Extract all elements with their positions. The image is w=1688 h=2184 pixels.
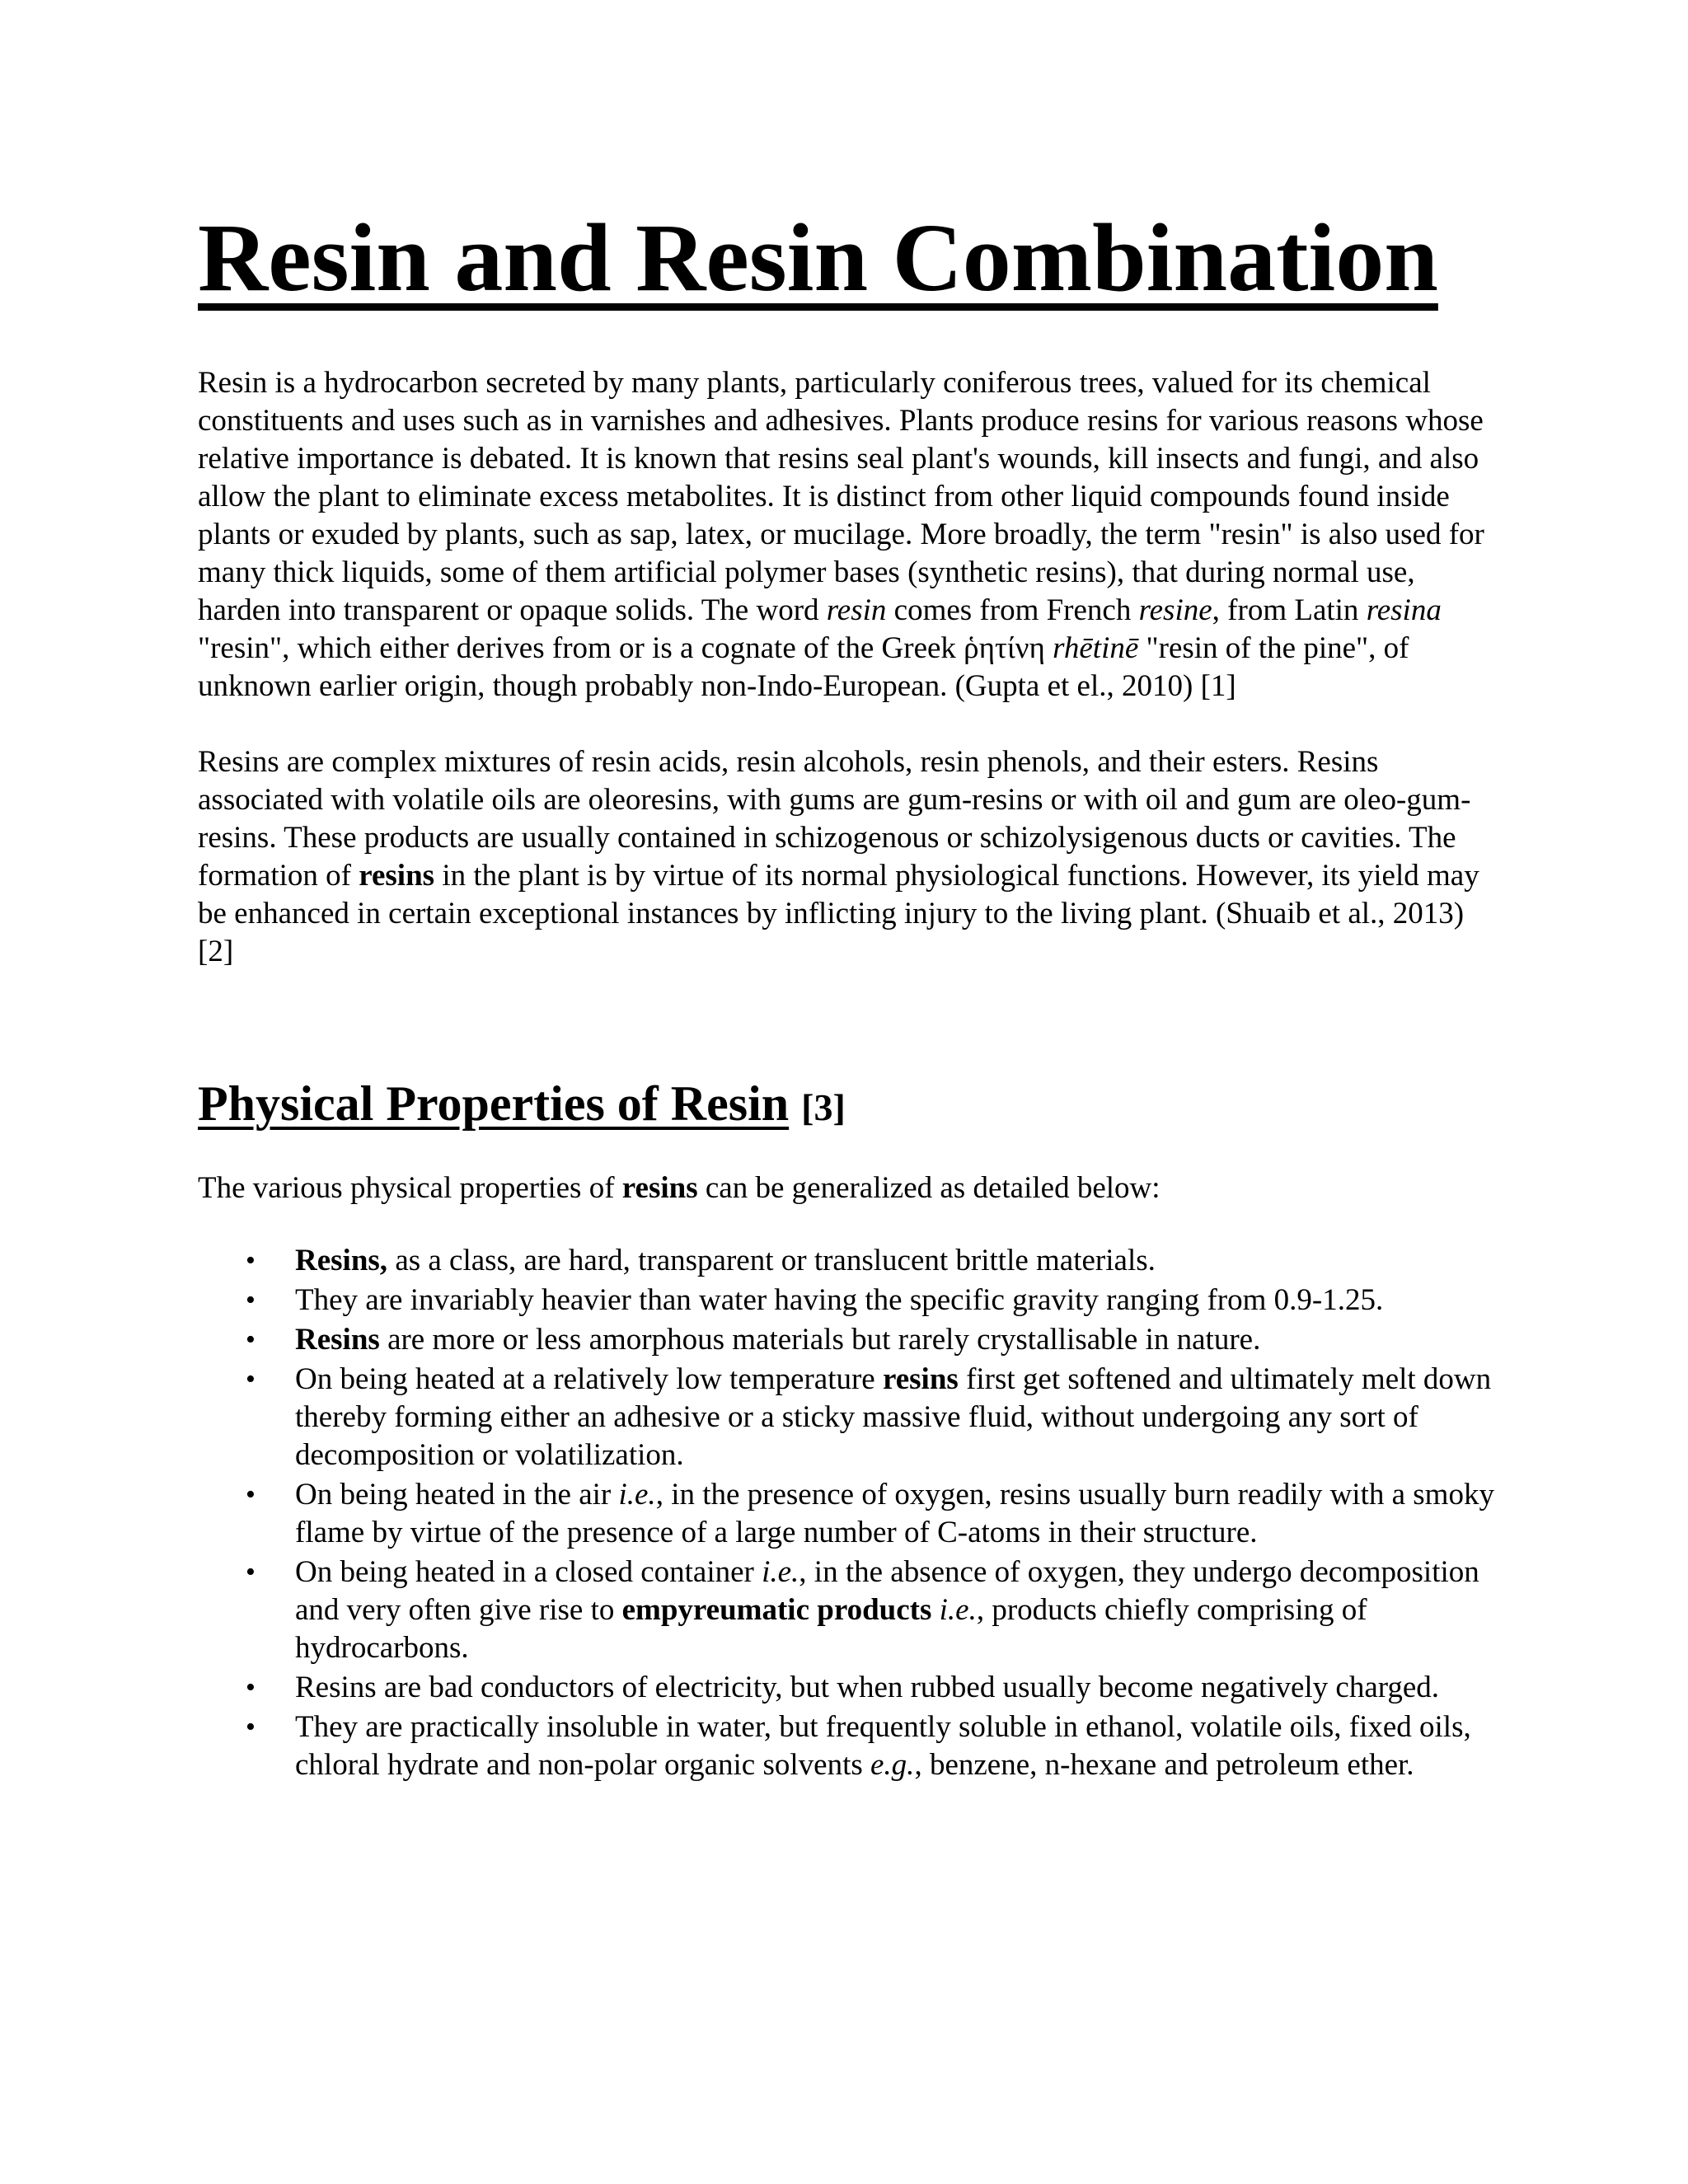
bold-term: resins bbox=[882, 1362, 959, 1396]
list-item bbox=[198, 1321, 1500, 1359]
list-item bbox=[198, 1242, 1500, 1280]
text-run: Resin is a hydrocarbon secreted by many plants, particularly coniferous trees, valued for its chemical constituents and uses such as in varnishes and adhesives. Plants produce resins for various reasons whose relative importance is debated. It is known that resins seal plant's wounds, kill insects and fungi, and also allow the plant to eliminate excess metabolites. It is distinct from other liquid compounds found inside plants or exuded by plants, such as sap, latex, or mucilage. More broadly, the term "resin" is also used for many thick liquids, some of them artificial polymer bases (synthetic resins), that during normal use, harden into transparent or opaque solids. The word bbox=[198, 366, 1484, 627]
bullet-icon: • bbox=[246, 1285, 256, 1315]
section-intro bbox=[198, 1169, 1500, 1207]
composition-paragraph bbox=[198, 743, 1500, 971]
italic-term: i.e. bbox=[762, 1555, 799, 1589]
text-run: , from Latin bbox=[1212, 593, 1367, 627]
intro-paragraph bbox=[198, 364, 1500, 705]
text-run: On being heated at a relatively low temperature bbox=[295, 1362, 883, 1396]
bullet-icon: • bbox=[246, 1324, 256, 1355]
bold-term: empyreumatic products bbox=[621, 1593, 932, 1627]
italic-term: resin bbox=[826, 593, 887, 627]
section-heading bbox=[198, 1075, 1500, 1137]
text-run: comes from French bbox=[886, 593, 1139, 627]
bold-term: Resins bbox=[295, 1323, 380, 1357]
text-run: They are invariably heavier than water having the specific gravity ranging from 0.9-1.25. bbox=[295, 1283, 1384, 1317]
section-reference: [3] bbox=[801, 1086, 846, 1128]
italic-term: resine bbox=[1138, 593, 1212, 627]
text-run: Resins are complex mixtures of resin acids, resin alcohols, resin phenols, and their esters. Resins associated with volatile oils are oleoresins, with gums are gum-resins or with oil and gum are oleo-gum-resins. These products are usually contained in schizogenous or schizolysigenous ducts or cavities. The formation of bbox=[198, 745, 1471, 893]
bullet-icon: • bbox=[246, 1672, 256, 1703]
properties-list bbox=[198, 1242, 1500, 1784]
list-item bbox=[198, 1554, 1500, 1667]
text-run: , in the absence of oxygen, they undergo decomposition and very often give rise to bbox=[295, 1555, 1479, 1627]
text-run: can be generalized as detailed below: bbox=[697, 1171, 1160, 1205]
list-item bbox=[198, 1669, 1500, 1707]
list-item bbox=[198, 1361, 1500, 1474]
list-item bbox=[198, 1282, 1500, 1319]
italic-term: i.e. bbox=[618, 1478, 656, 1511]
list-item bbox=[198, 1708, 1500, 1784]
page-content bbox=[198, 204, 1500, 1786]
bullet-icon: • bbox=[246, 1364, 256, 1394]
text-run: in the plant is by virtue of its normal physiological functions. However, its yield may be enhanced in certain exceptional instances by inflicting injury to the living plant. (Shuaib et al., 2013) [2] bbox=[198, 859, 1479, 968]
text-run: The various physical properties of bbox=[198, 1171, 622, 1205]
text-run: Resins are bad conductors of electricity, but when rubbed usually become negatively charged. bbox=[295, 1671, 1440, 1704]
bullet-icon: • bbox=[246, 1245, 256, 1276]
page-title: Resin and Resin Combination bbox=[198, 204, 1438, 312]
list-item bbox=[198, 1476, 1500, 1552]
text-run bbox=[931, 1593, 939, 1627]
text-run: On being heated in the air bbox=[295, 1478, 619, 1511]
text-run: , in the presence of oxygen, resins usually burn readily with a smoky flame by virtue of the presence of a large number of C-atoms in their structure. bbox=[295, 1478, 1494, 1549]
bullet-icon: • bbox=[246, 1479, 256, 1510]
section-title: Physical Properties of Resin bbox=[198, 1076, 790, 1131]
bold-term: Resins, bbox=[295, 1244, 388, 1277]
italic-term: i.e. bbox=[939, 1593, 977, 1627]
text-run: , products chiefly comprising of hydrocarbons. bbox=[295, 1593, 1367, 1665]
text-run: On being heated in a closed container bbox=[295, 1555, 762, 1589]
text-run: , benzene, n-hexane and petroleum ether. bbox=[914, 1748, 1414, 1782]
text-run: "resin of the pine", of unknown earlier origin, though probably non-Indo-European. (Gupta et el., 2010) [1] bbox=[198, 631, 1409, 703]
text-run: first get softened and ultimately melt down thereby forming either an adhesive or a sticky massive fluid, without undergoing any sort of decomposition or volatilization. bbox=[295, 1362, 1492, 1472]
italic-term: e.g. bbox=[870, 1748, 915, 1782]
bullet-icon: • bbox=[246, 1712, 256, 1742]
italic-term: resina bbox=[1366, 593, 1442, 627]
text-run: are more or less amorphous materials but rarely crystallisable in nature. bbox=[379, 1323, 1261, 1357]
bold-term: resins bbox=[359, 859, 435, 893]
bullet-icon: • bbox=[246, 1557, 256, 1587]
text-run: as a class, are hard, transparent or translucent brittle materials. bbox=[387, 1244, 1156, 1277]
italic-term: rhētinē bbox=[1053, 631, 1139, 665]
text-run: They are practically insoluble in water, but frequently soluble in ethanol, volatile oils, fixed oils, chloral hydrate and non-polar organic solvents bbox=[295, 1710, 1471, 1782]
text-run: "resin", which either derives from or is a cognate of the Greek ῥητίνη bbox=[198, 631, 1053, 665]
bold-term: resins bbox=[621, 1171, 698, 1205]
